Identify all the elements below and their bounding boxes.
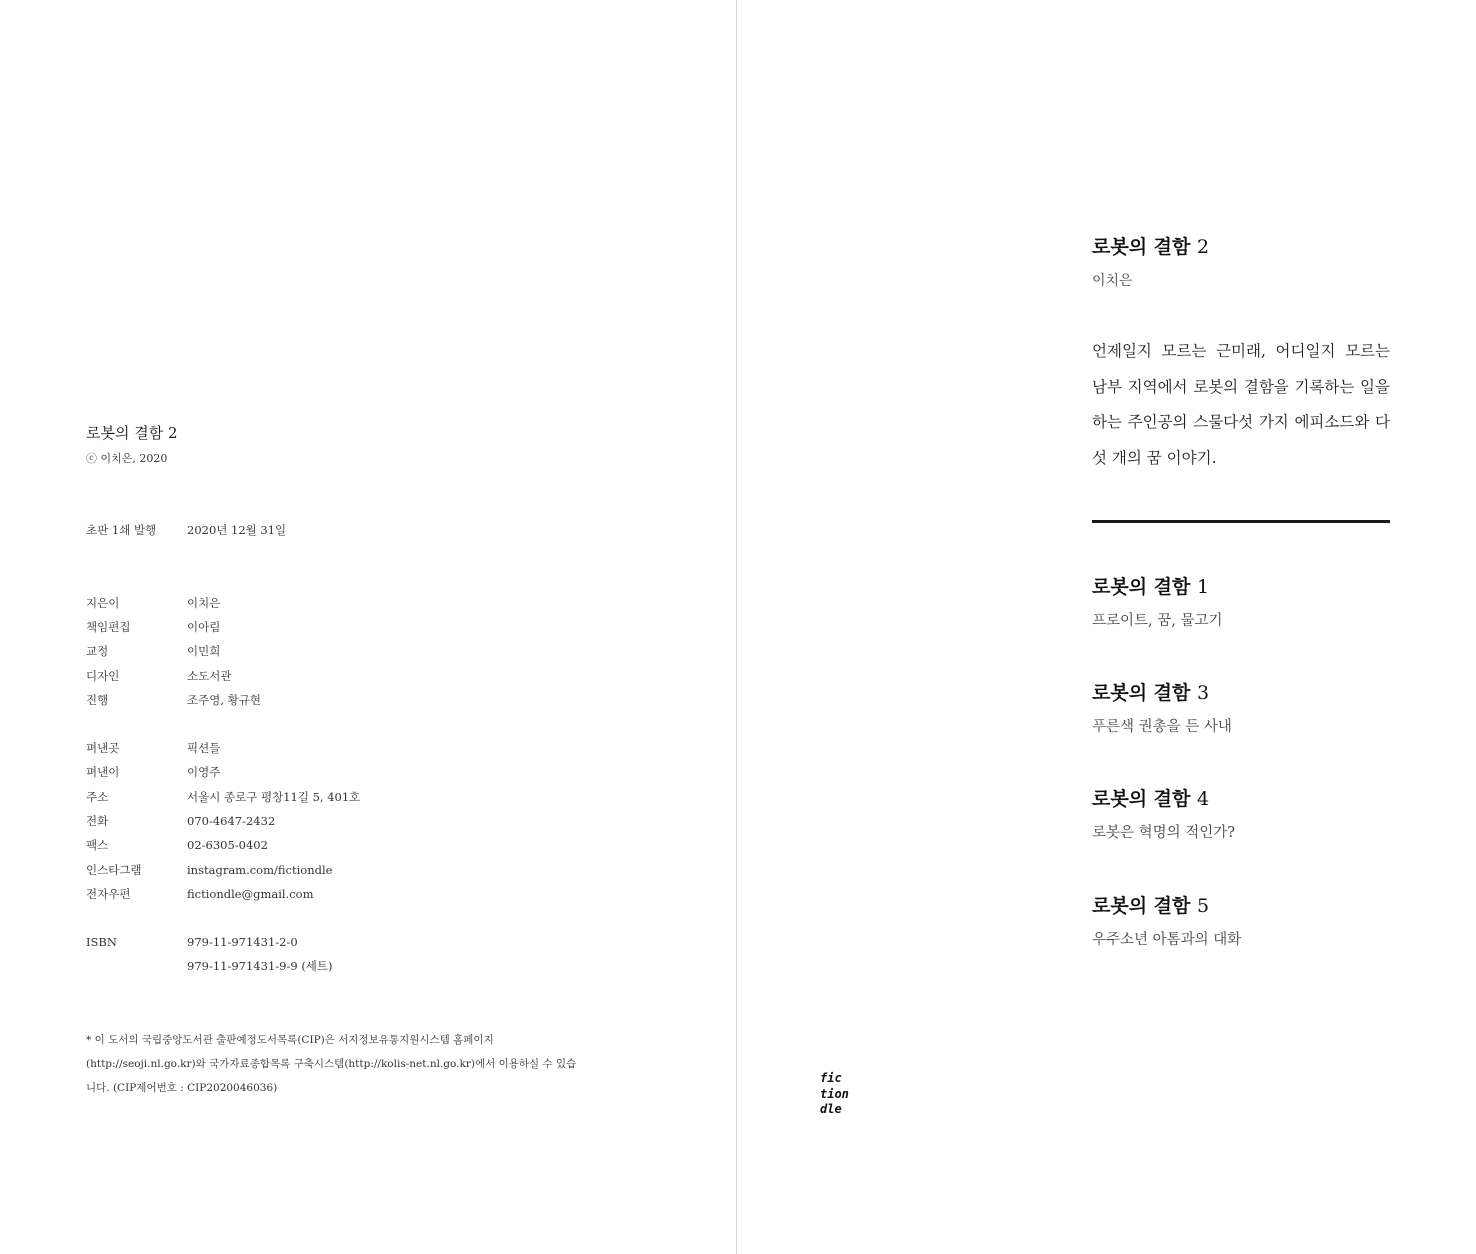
credit-label: 진행 xyxy=(86,693,109,707)
publisher-value: 픽션들 xyxy=(187,741,221,755)
credit-value: 이치은 xyxy=(187,596,221,610)
series-number: 3 xyxy=(1197,682,1210,704)
series-title-text: 로봇의 결함 xyxy=(1092,576,1191,598)
logo-line: dle xyxy=(820,1102,842,1116)
isbn-label: ISBN xyxy=(86,935,117,949)
fax-value: 02-6305-0402 xyxy=(187,838,268,852)
credit-value: 이아림 xyxy=(187,620,221,634)
address-value: 서울시 종로구 평창11길 5, 401호 xyxy=(187,790,361,804)
isbn-value: 979-11-971431-2-0 xyxy=(187,935,298,949)
series-number: 1 xyxy=(1197,576,1210,598)
series-item-subtitle: 로봇은 혁명의 적인가? xyxy=(1092,825,1236,841)
publisher-label: 주소 xyxy=(86,790,109,804)
publisher-label: 펴낸곳 xyxy=(86,741,120,755)
book-number: 2 xyxy=(1197,236,1210,258)
series-title-text: 로봇의 결함 xyxy=(1092,788,1191,810)
instagram-value: instagram.com/fictiondle xyxy=(187,863,333,877)
series-item-subtitle: 푸른색 권총을 든 사내 xyxy=(1092,719,1232,735)
logo-line: fic xyxy=(820,1071,842,1085)
first-edition-label: 초판 1쇄 발행 xyxy=(86,523,157,537)
credit-label: 디자인 xyxy=(86,669,120,683)
series-item-title xyxy=(1092,784,1209,811)
series-item-title xyxy=(1092,678,1209,705)
copyright-book-title: 로봇의 결함 2 xyxy=(86,424,178,442)
credit-value: 이민희 xyxy=(187,644,221,658)
series-number: 4 xyxy=(1197,788,1210,810)
book-description: 언제일지 모르는 근미래, 어디일지 모르는 남부 지역에서 로봇의 결함을 기록하는 일을 하는 주인공의 스물다섯 가지 에피소드와 다섯 개의 꿈 이야기. xyxy=(1092,342,1390,467)
credit-label: 교정 xyxy=(86,644,109,658)
publisher-label: 팩스 xyxy=(86,838,109,852)
divider-rule xyxy=(1092,520,1390,523)
series-item-subtitle: 우주소년 아톰과의 대화 xyxy=(1092,932,1242,948)
publisher-label: 인스타그램 xyxy=(86,863,142,877)
publisher-logo xyxy=(820,1071,849,1118)
credit-label: 지은이 xyxy=(86,596,120,610)
publisher-value: 이영주 xyxy=(187,765,221,779)
copyright-notice: ⓒ 이치은, 2020 xyxy=(86,452,168,465)
credit-value: 조주영, 황규현 xyxy=(187,693,261,707)
cip-note: * 이 도서의 국립중앙도서관 출판예정도서목록(CIP)은 서지정보유통지원시스템 홈페이지(http://seoji.nl.go.kr)와 국가자료종합목록 구축시스템(http://kolis-net.nl.go.kr)에서 이용하실 수 있습니다. (CIP제어번호 : CIP2020046036) xyxy=(86,1034,577,1094)
series-item-title xyxy=(1092,572,1209,599)
book-title-text: 로봇의 결함 xyxy=(1092,236,1191,258)
publisher-label: 전자우편 xyxy=(86,887,131,901)
series-title-text: 로봇의 결함 xyxy=(1092,682,1191,704)
page-divider xyxy=(736,0,737,1254)
series-item-subtitle: 프로이트, 꿈, 물고기 xyxy=(1092,613,1223,629)
series-item-title xyxy=(1092,891,1209,918)
logo-line: tion xyxy=(820,1086,849,1101)
email-value: fictiondle@gmail.com xyxy=(187,887,314,901)
book-author: 이치은 xyxy=(1092,273,1133,289)
series-title-text: 로봇의 결함 xyxy=(1092,895,1191,917)
credit-value: 소도서관 xyxy=(187,669,232,683)
credit-label: 책임편집 xyxy=(86,620,131,634)
phone-value: 070-4647-2432 xyxy=(187,814,276,828)
isbn-set-value: 979-11-971431-9-9 (세트) xyxy=(187,959,333,973)
publisher-label: 펴낸이 xyxy=(86,765,120,779)
publisher-label: 전화 xyxy=(86,814,109,828)
series-number: 5 xyxy=(1197,895,1210,917)
book-title xyxy=(1092,232,1209,259)
first-edition-date: 2020년 12월 31일 xyxy=(187,523,287,537)
